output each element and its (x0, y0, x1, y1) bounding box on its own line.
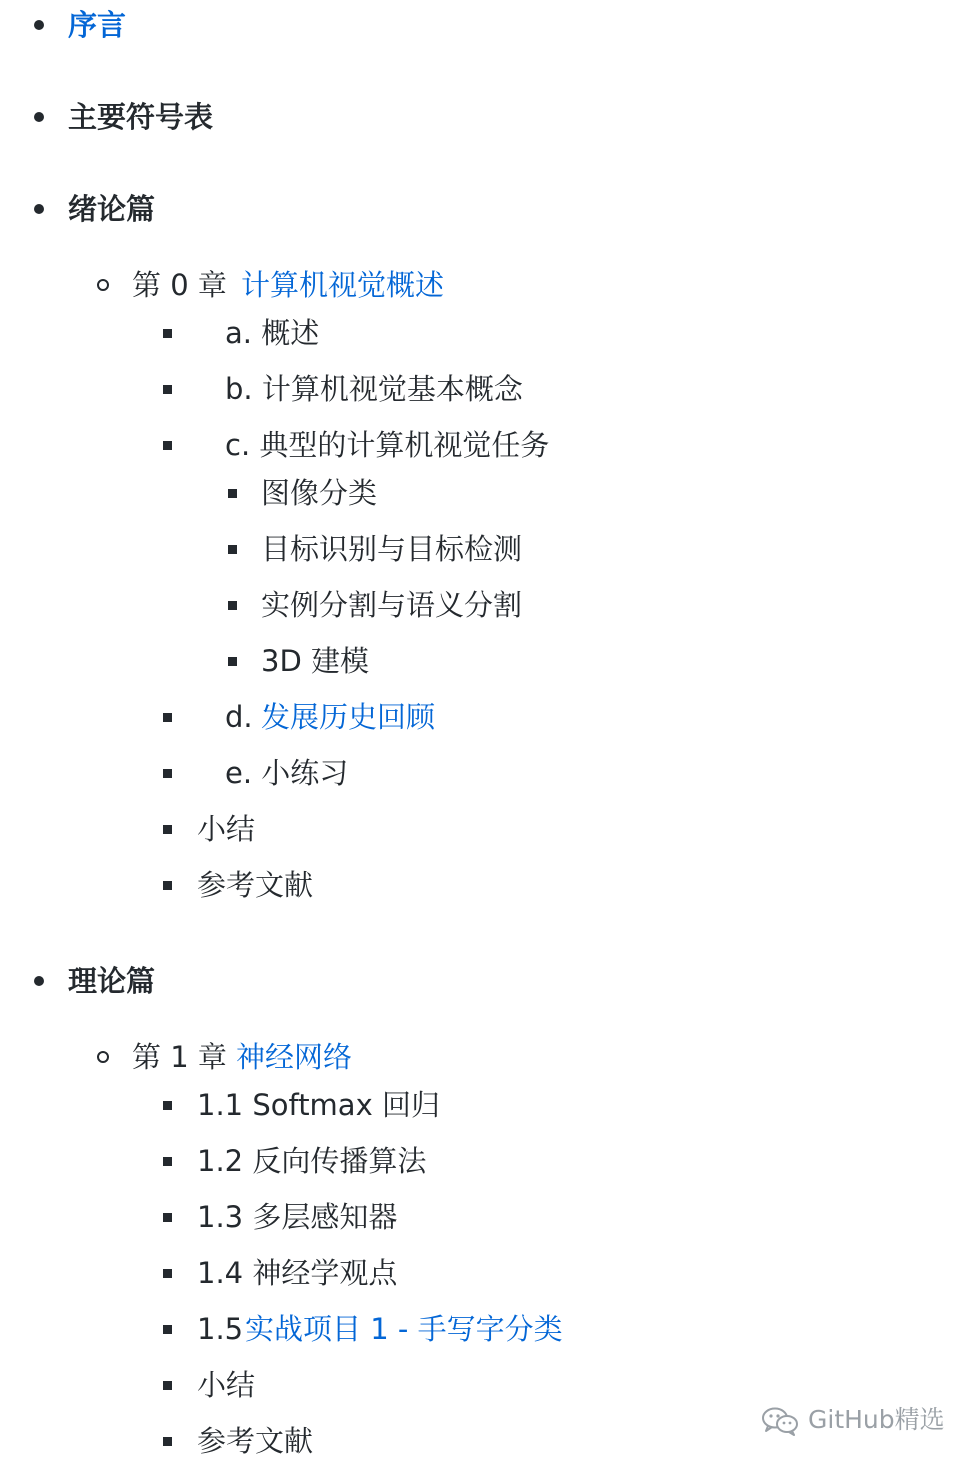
symbols-heading: 主要符号表 (68, 100, 214, 134)
task-label: 目标识别与目标检测 (261, 532, 523, 566)
section-0c-label: c. 典型的计算机视觉任务 (225, 428, 550, 462)
bullet-square (163, 1437, 172, 1446)
section-0e-label: e. 小练习 (225, 756, 349, 790)
bullet-disc (34, 20, 44, 30)
bullet-disc (34, 112, 44, 122)
references-label: 参考文献 (197, 1424, 314, 1458)
chapter-1-title-link[interactable]: 神经网络 (236, 1040, 353, 1074)
bullet-square (163, 1325, 172, 1334)
preface-link[interactable]: 序言 (68, 8, 127, 42)
bullet-square (163, 769, 172, 778)
intro-part-heading: 绪论篇 (68, 192, 156, 226)
bullet-square (228, 545, 237, 554)
task-label: 实例分割与语义分割 (261, 588, 523, 622)
bullet-circle (97, 1051, 109, 1063)
theory-part-heading: 理论篇 (68, 964, 156, 998)
bullet-square (163, 1101, 172, 1110)
history-review-link[interactable]: 发展历史回顾 (261, 700, 436, 734)
bullet-square (163, 1269, 172, 1278)
bullet-disc (34, 204, 44, 214)
summary-label: 小结 (197, 1368, 256, 1402)
section-1-3-label: 1.3 多层感知器 (197, 1200, 398, 1234)
chapter-0-prefix: 第 0 章 (132, 268, 227, 302)
watermark-text: GitHub精选 (808, 1405, 945, 1434)
references-label: 参考文献 (197, 868, 314, 902)
summary-label: 小结 (197, 812, 256, 846)
section-0a-label: a. 概述 (225, 316, 320, 350)
section-1-5-prefix: 1.5 (197, 1312, 244, 1346)
bullet-square (163, 1213, 172, 1222)
bullet-square (163, 825, 172, 834)
bullet-disc (34, 976, 44, 986)
task-label: 3D 建模 (261, 644, 369, 678)
project-1-link[interactable]: 实战项目 1 - 手写字分类 (245, 1312, 563, 1346)
section-1-1-label: 1.1 Softmax 回归 (197, 1088, 440, 1122)
bullet-square (228, 489, 237, 498)
section-0d-prefix: d. (225, 700, 253, 734)
chapter-1-prefix: 第 1 章 (132, 1040, 227, 1074)
bullet-square (228, 601, 237, 610)
chapter-0-title-link[interactable]: 计算机视觉概述 (241, 268, 445, 302)
bullet-circle (97, 279, 109, 291)
bullet-square (163, 1381, 172, 1390)
bullet-square (163, 385, 172, 394)
section-1-2-label: 1.2 反向传播算法 (197, 1144, 427, 1178)
bullet-square (163, 1157, 172, 1166)
task-label: 图像分类 (261, 476, 378, 510)
bullet-square (163, 881, 172, 890)
bullet-square (163, 329, 172, 338)
section-1-4-label: 1.4 神经学观点 (197, 1256, 398, 1290)
bullet-square (163, 441, 172, 450)
section-0b-label: b. 计算机视觉基本概念 (225, 372, 523, 406)
bullet-square (163, 713, 172, 722)
bullet-square (228, 657, 237, 666)
wechat-icon (760, 1406, 800, 1436)
